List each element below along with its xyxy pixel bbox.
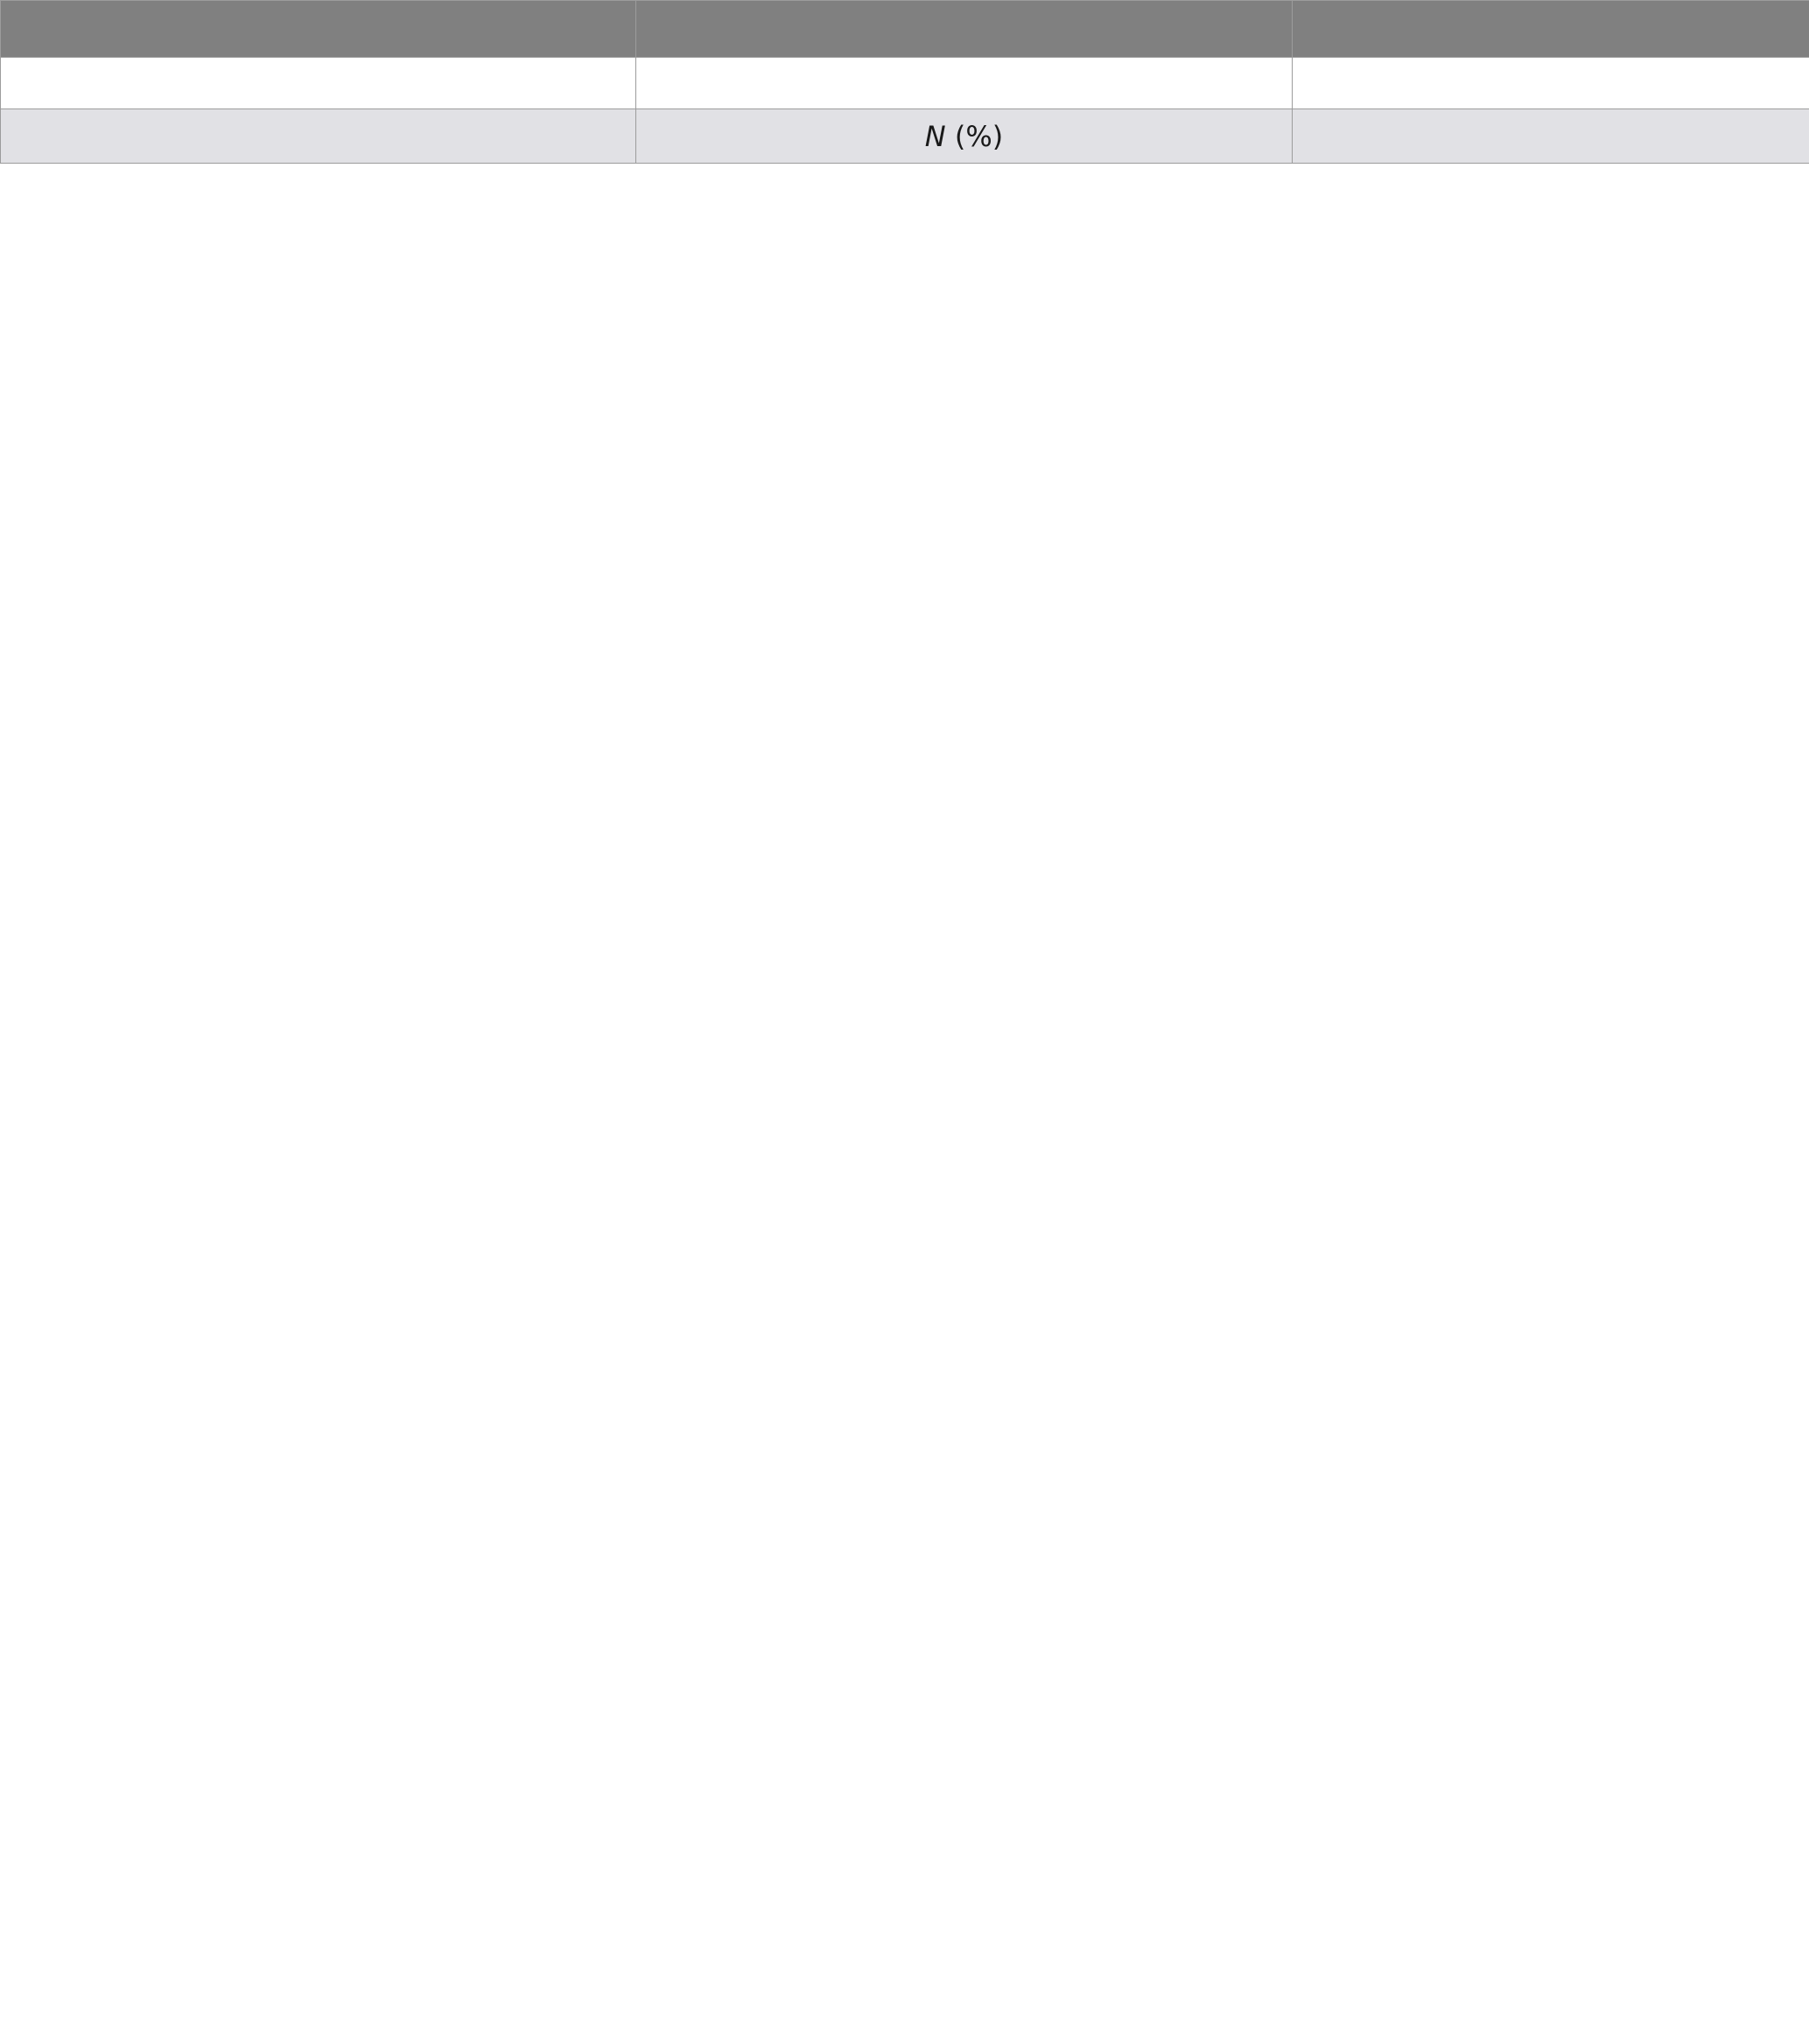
header-mean-sd <box>636 1 1293 58</box>
subheader-empty <box>1293 109 1809 164</box>
header-variables <box>1 1 636 58</box>
n-italic: N <box>924 119 946 153</box>
row-label <box>1 58 636 109</box>
header-range <box>1293 1 1809 58</box>
row-value <box>636 58 1293 109</box>
subheader-row-n <box>1 109 1809 164</box>
subheader-variables <box>1 109 636 164</box>
table-body <box>1 58 1809 164</box>
table-header-row <box>1 1 1809 58</box>
data-table <box>0 0 1809 164</box>
row-range <box>1293 58 1809 109</box>
table-row-age <box>1 58 1809 109</box>
subheader-n-pct: N (%) <box>636 109 1293 164</box>
document <box>0 0 1809 164</box>
